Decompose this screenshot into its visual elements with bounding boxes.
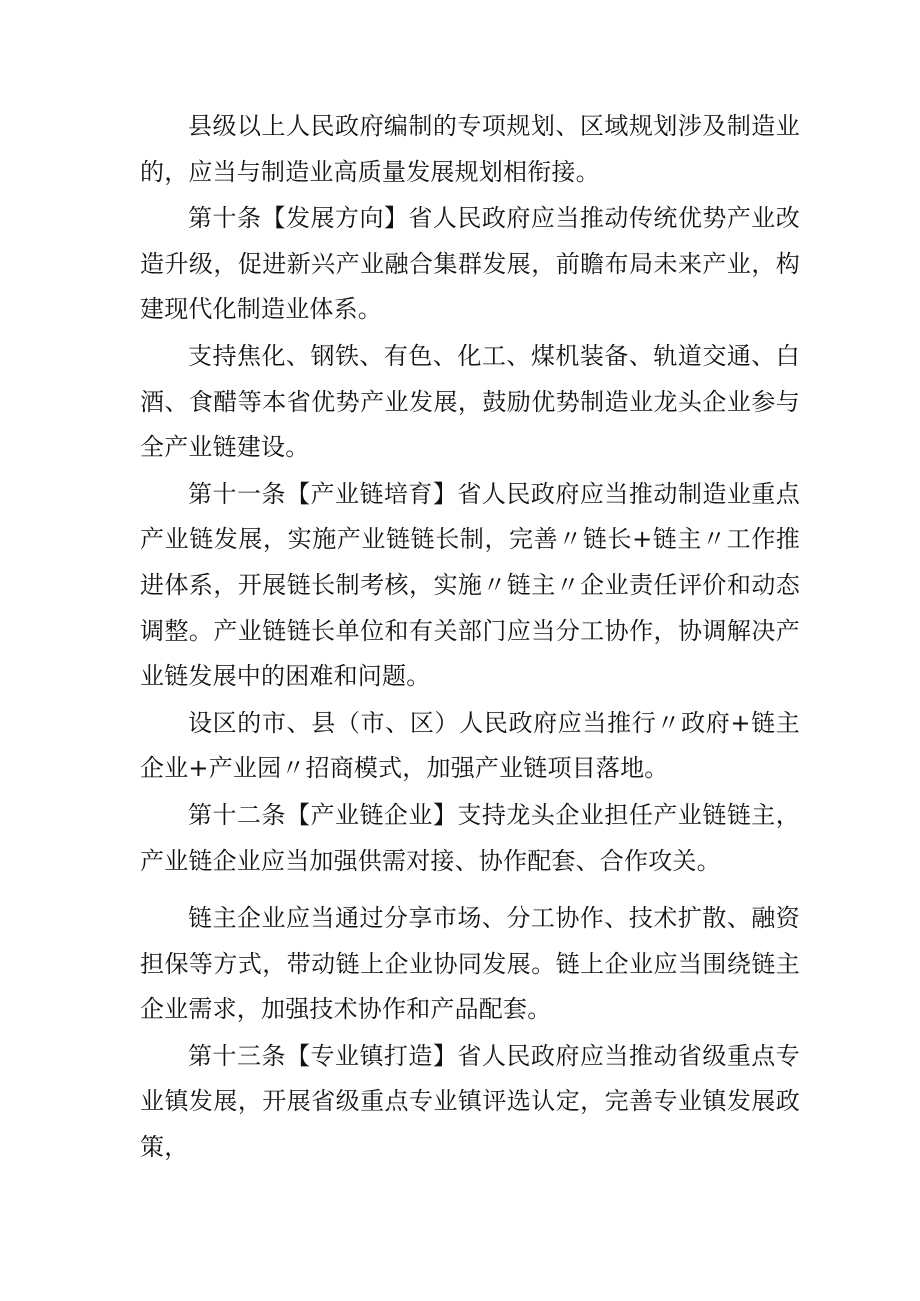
paragraph-article-13: 第十三条【专业镇打造】省人民政府应当推动省级重点专业镇发展，开展省级重点专业镇评选认定，完善专业镇发展政策， — [140, 1041, 800, 1162]
paragraph-article-11: 第十一条【产业链培育】省人民政府应当推动制造业重点产业链发展，实施产业链链长制，完善〃链长+链主〃工作推进体系，开展链长制考核，实施〃链主〃企业责任评价和动态调整。产业链链长单位和有关部门应当分工协作，协调解决产业链发展中的困难和问题。 — [140, 479, 800, 691]
paragraph-chain-leader-enterprises: 链主企业应当通过分享市场、分工协作、技术扩散、融资担保等方式，带动链上企业协同发展。链上企业应当围绕链主企业需求，加强技术协作和产品配套。 — [140, 904, 800, 1024]
paragraph-planning-alignment: 县级以上人民政府编制的专项规划、区域规划涉及制造业的，应当与制造业高质量发展规划相衔接。 — [140, 112, 800, 186]
paragraph-article-12: 第十二条【产业链企业】支持龙头企业担任产业链链主，产业链企业应当加强供需对接、协作配套、合作攻关。 — [140, 800, 800, 875]
paragraph-article-10: 第十条【发展方向】省人民政府应当推动传统优势产业改造升级，促进新兴产业融合集群发展，前瞻布局未来产业，构建现代化制造业体系。 — [140, 204, 800, 324]
document-body — [140, 104, 800, 1171]
paragraph-advantage-industries: 支持焦化、钢铁、有色、化工、煤机装备、轨道交通、白酒、食醋等本省优势产业发展，鼓励优势制造业龙头企业参与全产业链建设。 — [140, 341, 800, 462]
paragraph-investment-mode: 设区的市、县（市、区）人民政府应当推行〃政府+链主企业+产业园〃招商模式，加强产业链项目落地。 — [140, 708, 800, 783]
